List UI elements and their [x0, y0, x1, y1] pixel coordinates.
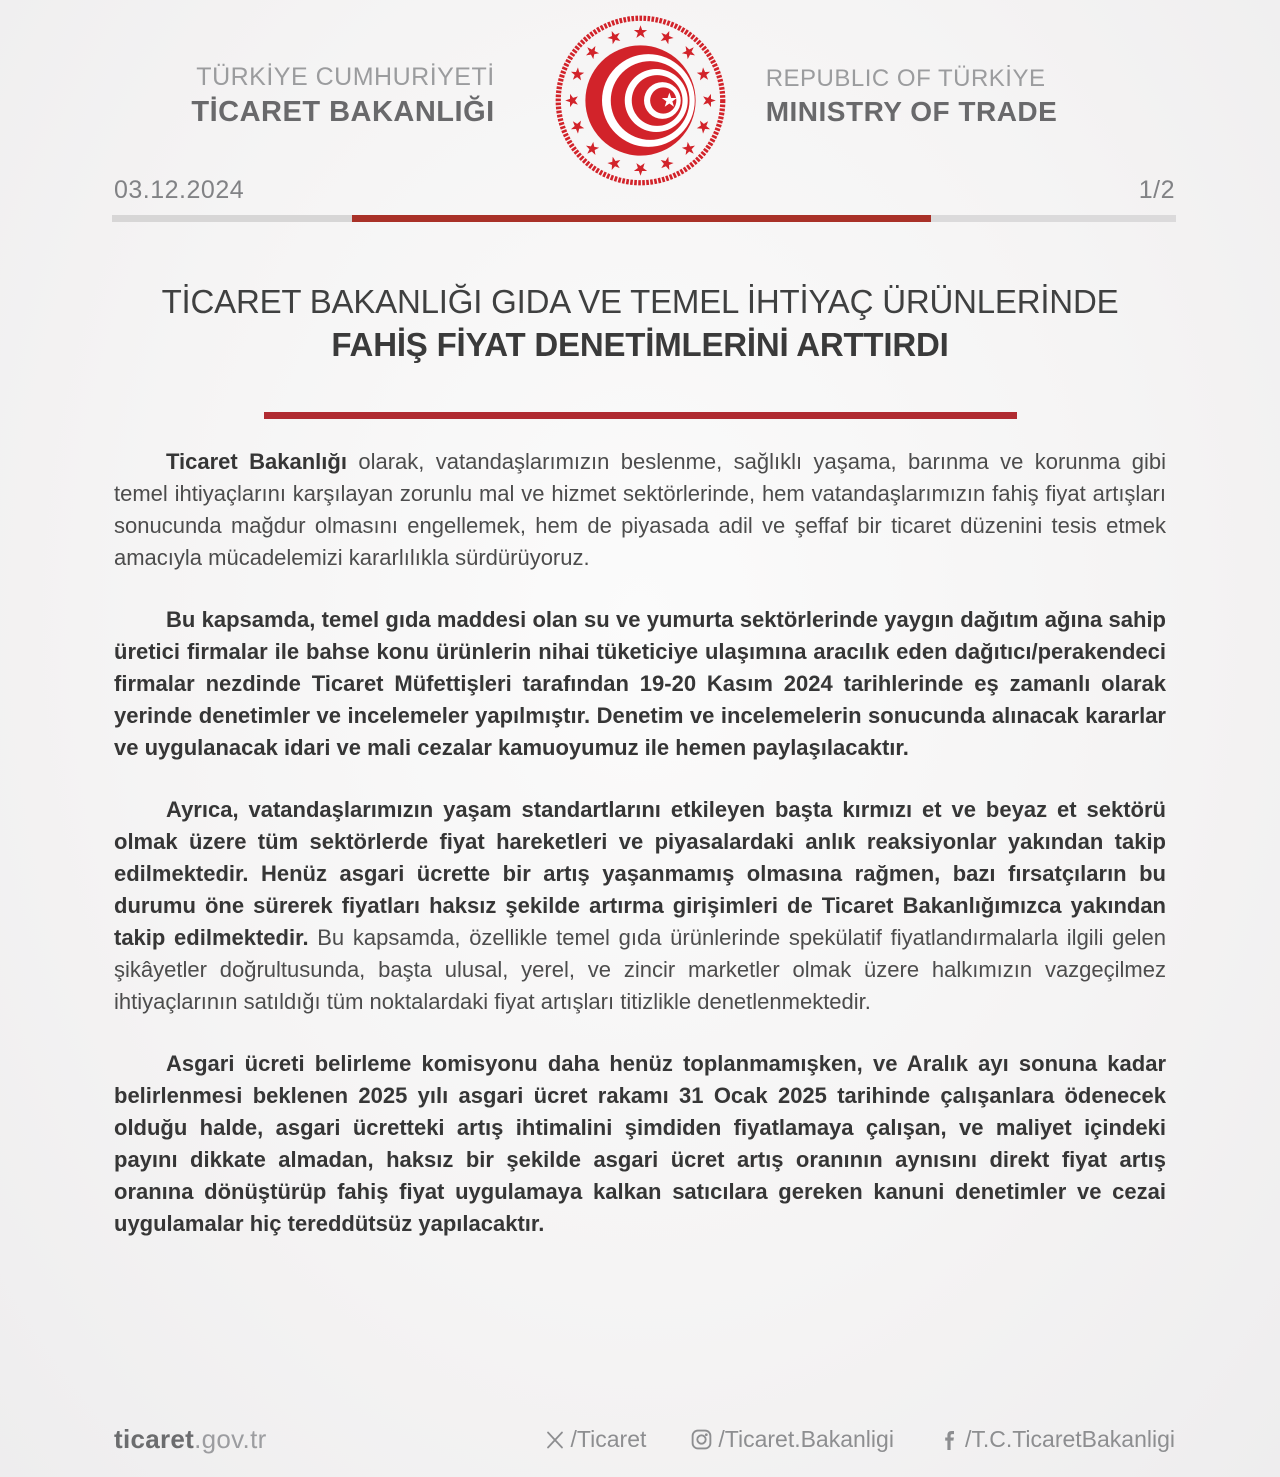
divider-red-center [352, 215, 931, 222]
paragraph-1-bold-text: Ticaret Bakanlığı [166, 449, 347, 474]
headline-underline [264, 412, 1017, 419]
ministry-title-tr: TİCARET BAKANLIĞI [191, 95, 495, 128]
paragraph-4-bold-text: Asgari ücreti belirleme komisyonu daha henüz toplanmamışken, ve Aralık ayı sonuna kadar belirlenmesi beklenen 2025 yılı asgari ücret rakamı 31 Ocak 2025 tarihinde çalışanlara ödenecek olduğu halde, asgari ücretteki artış ihtimalini şimdiden fiyatlamaya çalışan, ve maliyet içindeki payını dikkate almadan, haksız bir şekilde asgari ücret artış oranının aynısını direkt fiyat artış oranına dönüştürüp fahiş fiyat uygulamaya kalkan satıcılara gereken kanuni denetimler ve cezai uygulamalar hiç tereddütsüz yapılacaktır. [114, 1051, 1166, 1236]
social-links [544, 1426, 1175, 1453]
ministry-of-trade-logo [553, 13, 728, 188]
paragraph-1-text: olarak, vatandaşlarımızın beslenme, sağlıklı yaşama, barınma ve korunma gibi temel ihtiyaçlarını karşılayan zorunlu mal ve hizmet sektörlerinde, hem vatandaşlarımızın fahiş fiyat artışları sonucunda mağdur olmasını engellemek, hem de piyasada adil ve şeffaf bir ticaret düzenini tesis etmek amacıyla mücadelemizi kararlılıkla sürdürüyoruz. [114, 449, 1166, 570]
header [0, 0, 1280, 180]
headline [0, 280, 1280, 366]
x-icon [544, 1429, 566, 1451]
ministry-name-en [728, 64, 1140, 129]
facebook-link[interactable] [938, 1426, 1175, 1453]
paragraph-3-bold-text: Ayrıca, vatandaşlarımızın yaşam standartlarını etkileyen başta kırmızı et ve beyaz et sektörü olmak üzere tüm sektörlerde fiyat hareketleri ve piyasalardaki anlık reaksiyonlar yakından takip edilmektedir. Henüz asgari ücrette bir artış yaşanmamış olmasına rağmen, bazı fırsatçıların bu durumu öne sürerek fiyatları haksız şekilde artırma girişimleri de Ticaret Bakanlığımızca yakından takip edilmektedir. [114, 797, 1166, 950]
divider-bar [112, 215, 1176, 222]
page-number: 1/2 [1138, 176, 1175, 204]
instagram-link[interactable] [690, 1426, 894, 1453]
paragraph-4 [114, 1048, 1166, 1240]
headline-line1: TİCARET BAKANLIĞI GIDA VE TEMEL İHTİYAÇ ÜRÜNLERİNDE [161, 283, 1119, 320]
instagram-handle: /Ticaret.Bakanligi [718, 1426, 894, 1452]
website-url-bold: ticaret [114, 1424, 195, 1454]
website-url-rest: .gov.tr [194, 1424, 267, 1454]
divider-gray-left [112, 215, 352, 222]
instagram-icon [690, 1428, 713, 1451]
x-link[interactable] [544, 1426, 647, 1453]
divider-gray-right [931, 215, 1176, 222]
paragraph-2-bold-text: Bu kapsamda, temel gıda maddesi olan su ve yumurta sektörlerinde yaygın dağıtım ağına sahip üretici firmalar ile bahse konu ürünlerin nihai tüketiciye ulaşımına aracılık eden dağıtıcı/perakendeci firmalar nezdinde Ticaret Müfettişleri tarafından 19-20 Kasım 2024 tarihlerinde eş zamanlı olarak yerinde denetimler ve incelemeler yapılmıştır. Denetim ve incelemelerin sonucunda alınacak kararlar ve uygulanacak idari ve mali cezalar kamuoyumuz ile hemen paylaşılacaktır. [114, 607, 1166, 760]
facebook-handle: /T.C.TicaretBakanligi [964, 1426, 1175, 1452]
website-url[interactable] [114, 1424, 267, 1455]
x-handle: /Ticaret [570, 1426, 647, 1452]
footer [114, 1424, 1175, 1455]
facebook-icon [938, 1429, 960, 1451]
ministry-name-tr [140, 62, 553, 130]
paragraph-3-text: Bu kapsamda, özellikle temel gıda ürünlerinde spekülatif fiyatlandırmalarla ilgili gelen şikâyetler doğrultusunda, başta ulusal, yerel, ve zincir marketler olmak üzere halkımızın vazgeçilmez ihtiyaçlarının satıldığı tüm noktalardaki fiyat artışları titizlikle denetlenmektedir. [114, 925, 1166, 1014]
press-release-body [0, 419, 1280, 1240]
headline-line2: FAHİŞ FİYAT DENETİMLERİNİ ARTTIRDI [331, 326, 949, 363]
date-label: 03.12.2024 [114, 176, 245, 204]
paragraph-2 [114, 604, 1166, 764]
republic-name-tr: TÜRKİYE CUMHURİYETİ [196, 63, 495, 92]
ministry-title-en: MINISTRY OF TRADE [765, 95, 1058, 127]
paragraph-3 [114, 794, 1166, 1018]
republic-name-en: REPUBLIC OF TÜRKİYE [765, 64, 1046, 92]
paragraph-1 [114, 446, 1166, 574]
ministry-emblem-icon [553, 13, 728, 188]
